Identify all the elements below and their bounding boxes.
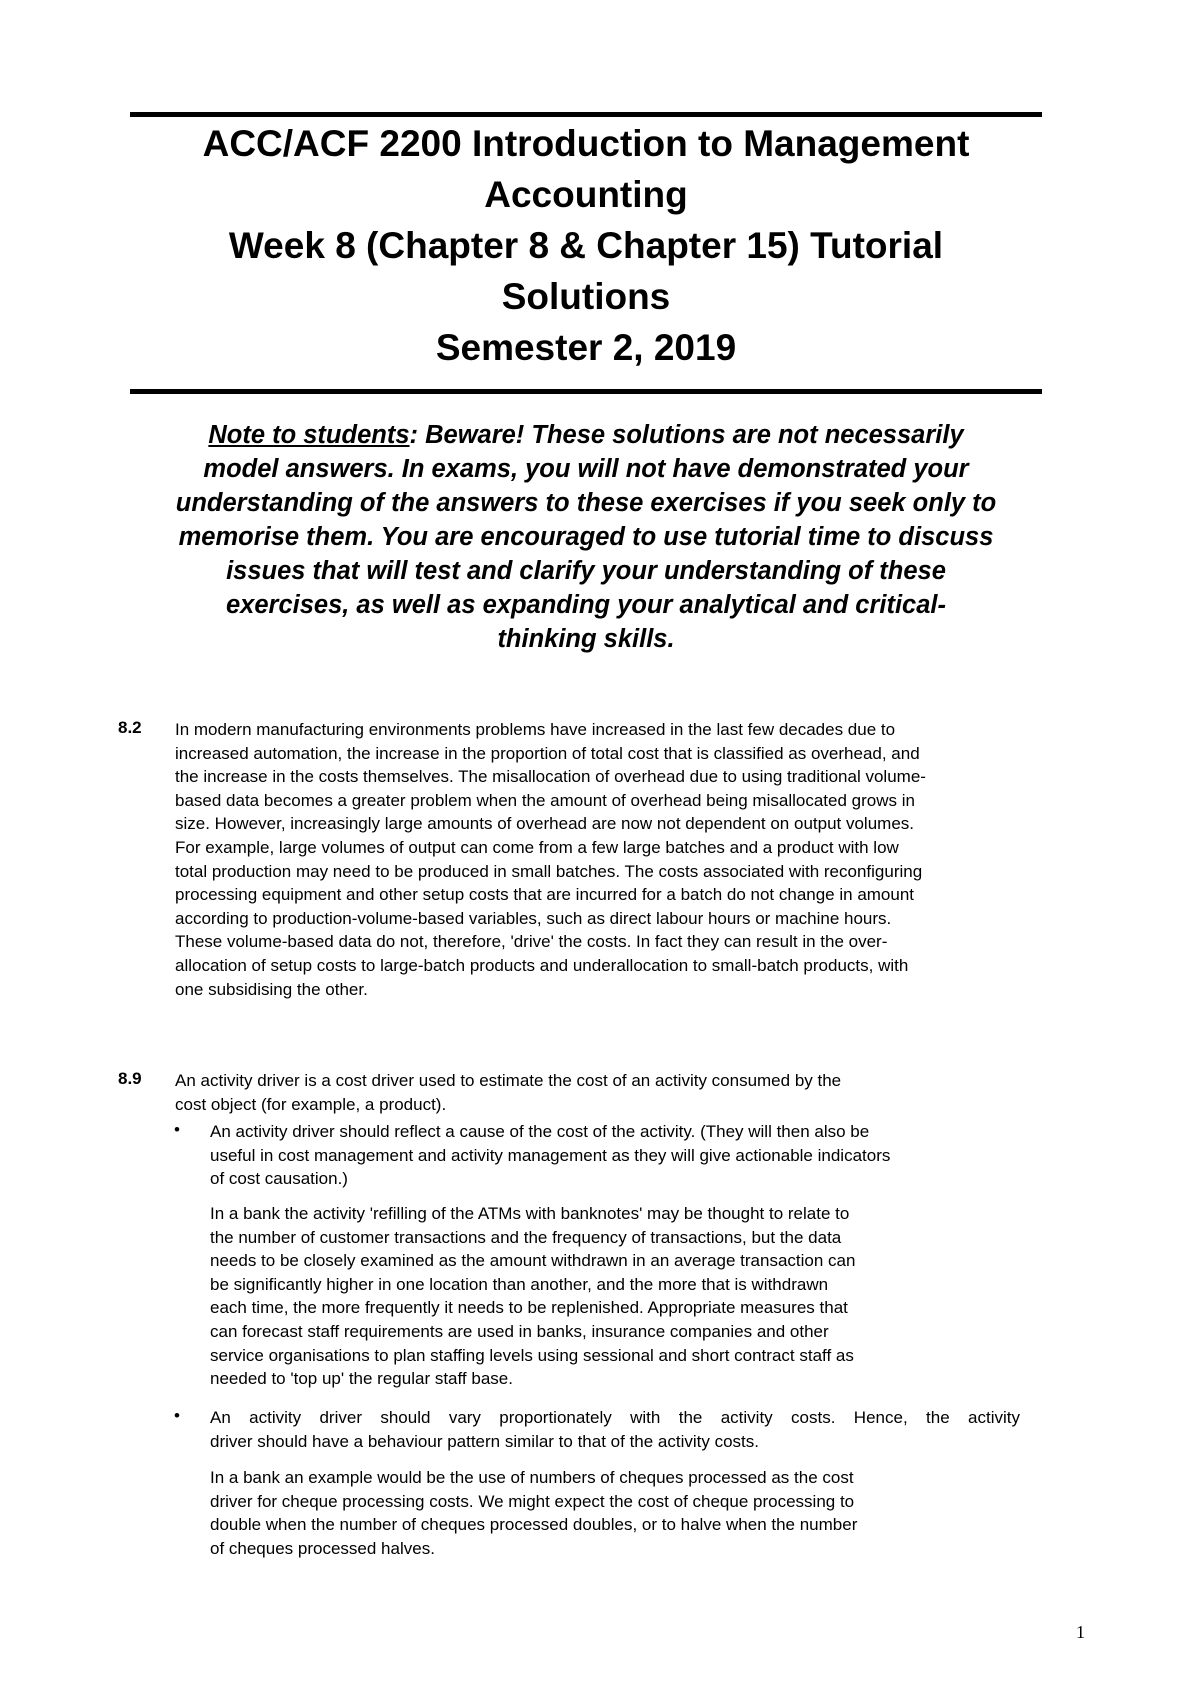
title-rule-bottom bbox=[130, 389, 1042, 394]
answer-line: processing equipment and other setup costs that are incurred for a batch do not change in amount bbox=[175, 885, 915, 905]
note-first-line-rest: : Beware! These solutions are not necessarily bbox=[409, 421, 964, 449]
example-line: the number of customer transactions and the frequency of transactions, but the data bbox=[210, 1227, 842, 1247]
title-line: Semester 2, 2019 bbox=[435, 327, 737, 368]
answer-8-2 bbox=[175, 718, 1055, 1001]
bullet-line: useful in cost management and activity management as they will give actionable indicators bbox=[210, 1145, 891, 1165]
example-line: of cheques processed halves. bbox=[210, 1538, 435, 1558]
example-line: be significantly higher in one location than another, and the more that is withdrawn bbox=[210, 1274, 829, 1294]
title-line: Solutions bbox=[501, 276, 671, 317]
example-line: double when the number of cheques processed doubles, or to halve when the number bbox=[210, 1515, 858, 1535]
example-line: service organisations to plan staffing levels using sessional and short contract staff as bbox=[210, 1345, 854, 1365]
answer-line: In modern manufacturing environments problems have increased in the last few decades due to bbox=[175, 720, 896, 739]
example-line: each time, the more frequently it needs to be replenished. Appropriate measures that bbox=[210, 1298, 848, 1318]
example-line: can forecast staff requirements are used in banks, insurance companies and other bbox=[210, 1321, 829, 1341]
bullet-2-example bbox=[210, 1466, 1020, 1560]
example-line: needed to 'top up' the regular staff base. bbox=[210, 1369, 513, 1389]
example-line: driver for cheque processing costs. We might expect the cost of cheque processing to bbox=[210, 1491, 855, 1511]
note-line: understanding of the answers to these exercises if you seek only to bbox=[175, 489, 997, 517]
answer-line: allocation of setup costs to large-batch products and underallocation to small-batch products, with bbox=[175, 955, 909, 975]
bullet-line: An activity driver should reflect a cause of the cost of the activity. (They will then also be bbox=[210, 1122, 870, 1141]
note-line bbox=[112, 418, 1060, 452]
answer-line: one subsidising the other. bbox=[175, 979, 368, 999]
note-line: memorise them. You are encouraged to use tutorial time to discuss bbox=[178, 523, 994, 551]
note-line: issues that will test and clarify your understanding of these bbox=[226, 557, 946, 585]
answer-line: cost object (for example, a product). bbox=[175, 1094, 447, 1114]
question-number-8-9: 8.9 bbox=[118, 1069, 142, 1088]
answer-line: An activity driver is a cost driver used to estimate the cost of an activity consumed by the bbox=[175, 1071, 842, 1090]
answer-line: total production may need to be produced in small batches. The costs associated with reconfiguring bbox=[175, 861, 923, 881]
example-line: In a bank an example would be the use of numbers of cheques processed as the cost bbox=[210, 1468, 854, 1487]
answer-line: size. However, increasingly large amounts of overhead are now not dependent on output volumes. bbox=[175, 814, 915, 834]
answer-line: These volume-based data do not, therefore, 'drive' the costs. In fact they can result in the over- bbox=[175, 932, 888, 952]
bullet-item-1 bbox=[210, 1120, 1020, 1191]
bullet-line: driver should have a behaviour pattern similar to that of the activity costs. bbox=[210, 1431, 759, 1451]
question-number-8-2: 8.2 bbox=[118, 718, 142, 737]
title-rule-top bbox=[130, 112, 1042, 117]
answer-line: increased automation, the increase in the proportion of total cost that is classified as overhead, and bbox=[175, 743, 920, 763]
note-label: Note to students bbox=[208, 421, 410, 449]
bullet-line: An activity driver should vary proportionately with the activity costs. Hence, the activity bbox=[210, 1408, 1020, 1427]
document-title bbox=[130, 118, 1042, 373]
title-line: Accounting bbox=[484, 174, 688, 215]
note-line: exercises, as well as expanding your analytical and critical- bbox=[225, 591, 946, 619]
bullet-icon: • bbox=[174, 1120, 180, 1139]
title-line: ACC/ACF 2200 Introduction to Management bbox=[202, 123, 970, 164]
answer-line: based data becomes a greater problem when the amount of overhead being misallocated grows in bbox=[175, 790, 915, 810]
note-line: model answers. In exams, you will not have demonstrated your bbox=[203, 455, 969, 483]
answer-8-9-intro bbox=[175, 1069, 1055, 1116]
title-line: Week 8 (Chapter 8 & Chapter 15) Tutorial bbox=[228, 225, 944, 266]
answer-line: the increase in the costs themselves. The misallocation of overhead due to using traditional volume- bbox=[175, 767, 926, 787]
answer-line: according to production-volume-based variables, such as direct labour hours or machine hours. bbox=[175, 908, 892, 928]
bullet-1-example bbox=[210, 1202, 1020, 1391]
note-line: thinking skills. bbox=[497, 625, 675, 653]
example-line: needs to be closely examined as the amount withdrawn in an average transaction can bbox=[210, 1251, 856, 1271]
bullet-item-2 bbox=[210, 1406, 1020, 1453]
page-number: 1 bbox=[1076, 1622, 1085, 1642]
bullet-line: of cost causation.) bbox=[210, 1169, 348, 1189]
bullet-icon: • bbox=[174, 1406, 180, 1425]
note-to-students bbox=[112, 418, 1060, 656]
answer-line: For example, large volumes of output can come from a few large batches and a product with low bbox=[175, 837, 899, 857]
example-line: In a bank the activity 'refilling of the ATMs with banknotes' may be thought to relate to bbox=[210, 1204, 850, 1223]
